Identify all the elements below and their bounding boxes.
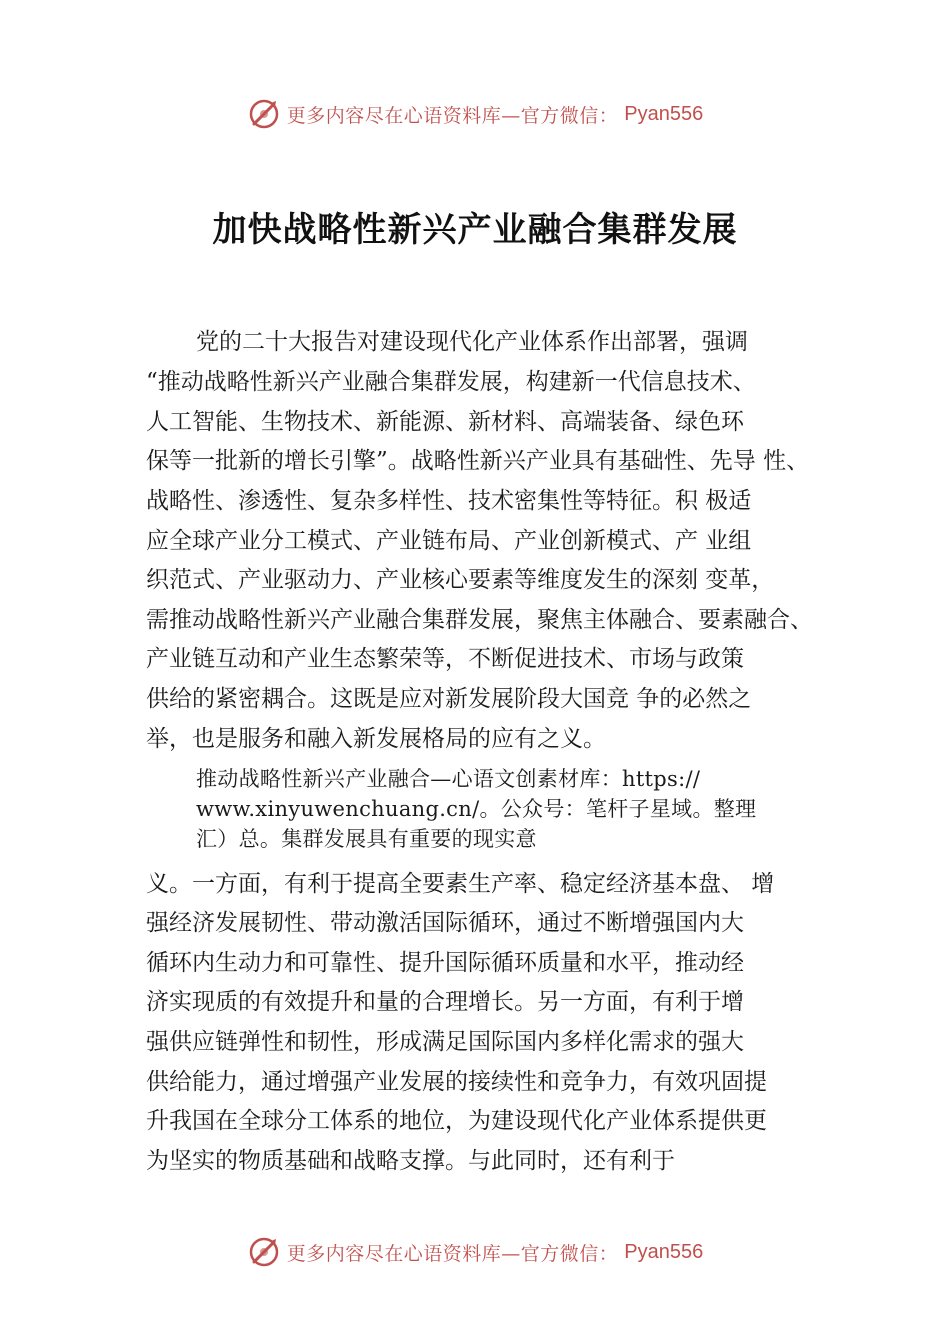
body-line: 保等一批新的增长引擎”。战略性新兴产业具有基础性、先导 性、 bbox=[146, 448, 810, 474]
body-line-source-note: 推动战略性新兴产业融合—心语文创素材库：https:// bbox=[196, 767, 701, 791]
body-line: 升我国在全球分工体系的地位，为建设现代化产业体系提供更 bbox=[146, 1108, 767, 1134]
watermark-text: 更多内容尽在心语资料库—官方微信： bbox=[286, 104, 619, 127]
body-line: 产业链互动和产业生态繁荣等，不断促进技术、市场与政策 bbox=[146, 646, 744, 672]
footer-watermark bbox=[0, 1232, 950, 1272]
body-line: 循环内生动力和可靠性、提升国际循环质量和水平，推动经 bbox=[146, 950, 744, 976]
body-line: 为坚实的物质基础和战略支撑。与此同时，还有利于 bbox=[146, 1148, 675, 1174]
body-line: 党的二十大报告对建设现代化产业体系作出部署，强调 bbox=[196, 329, 748, 355]
body-line: 供给能力，通过增强产业发展的接续性和竞争力，有效巩固提 bbox=[146, 1069, 767, 1095]
body-line: 济实现质的有效提升和量的合理增长。另一方面，有利于增 bbox=[146, 989, 744, 1015]
watermark-wechat-id: Pyan556 bbox=[624, 1240, 704, 1263]
body-line: 战略性、渗透性、复杂多样性、技术密集性等特征。积 极适 bbox=[146, 488, 752, 514]
document-title: 加快战略性新兴产业融合集群发展 bbox=[212, 210, 738, 250]
body-line: 供给的紧密耦合。这既是应对新发展阶段大国竞 争的必然之 bbox=[146, 686, 752, 712]
watermark-text: 更多内容尽在心语资料库—官方微信： bbox=[286, 1242, 619, 1265]
body-line: 需推动战略性新兴产业融合集群发展，聚焦主体融合、要素融合、 bbox=[146, 607, 813, 633]
body-line: 人工智能、生物技术、新能源、新材料、高端装备、绿色环 bbox=[146, 409, 744, 435]
body-line: 举，也是服务和融入新发展格局的应有之义。 bbox=[146, 726, 606, 752]
body-line: 强经济发展韧性、带动激活国际循环，通过不断增强国内大 bbox=[146, 910, 744, 936]
body-line: 应全球产业分工模式、产业链布局、产业创新模式、产 业组 bbox=[146, 528, 752, 554]
body-line: 强供应链弹性和韧性，形成满足国际国内多样化需求的强大 bbox=[146, 1029, 744, 1055]
body-line: 织范式、产业驱动力、产业核心要素等维度发生的深刻 变革， bbox=[146, 567, 775, 593]
body-line-source-note: www.xinyuwenchuang.cn/。公众号：笔杆子星域。整理 bbox=[196, 797, 757, 821]
body-line: 义。一方面，有利于提高全要素生产率、稳定经济基本盘、 增 bbox=[146, 871, 775, 897]
watermark-wechat-id: Pyan556 bbox=[624, 102, 704, 125]
body-line: “推动战略性新兴产业融合集群发展，构建新一代信息技术、 bbox=[146, 369, 756, 395]
body-line-source-note: 汇）总。集群发展具有重要的现实意 bbox=[196, 827, 537, 851]
brush-logo-icon bbox=[247, 1235, 281, 1269]
